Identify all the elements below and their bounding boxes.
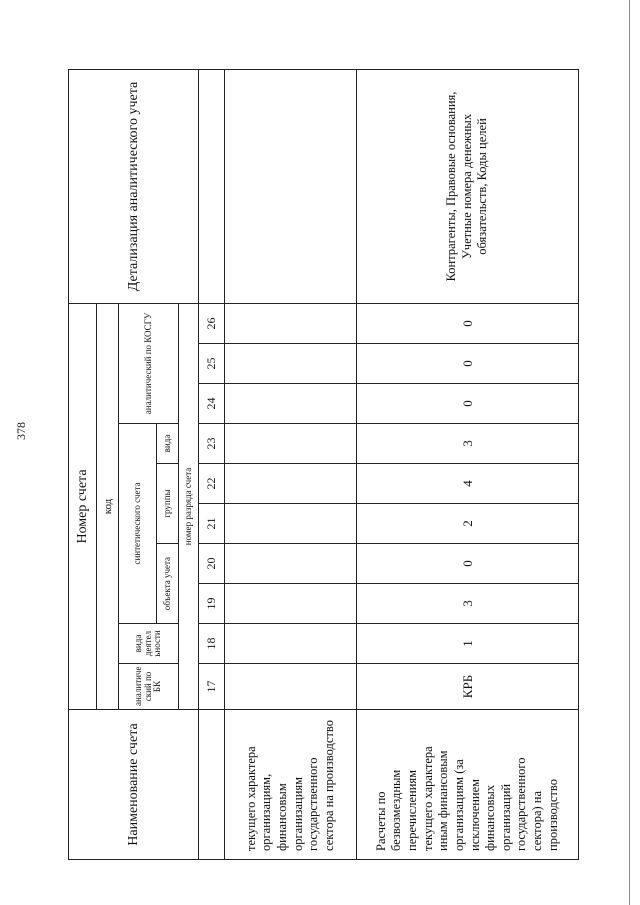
column-number: 23 [199, 424, 225, 464]
detail-cell [225, 69, 357, 303]
header-digit-number: номер разряда счета [179, 303, 199, 709]
header-kind: вида [157, 424, 179, 464]
column-number: 20 [199, 544, 225, 584]
column-number: 21 [199, 504, 225, 544]
detail-cell: Контрагенты, Правовые основания, Учетные номера денежных обязательств, Коды целей [357, 69, 579, 303]
page-number: 378 [14, 422, 28, 440]
header-account-number: Номер счета [69, 303, 97, 709]
value-cell: 4 [357, 464, 579, 504]
value-cell: 1 [357, 624, 579, 664]
value-cell: 2 [357, 504, 579, 544]
value-cell [225, 303, 357, 343]
value-cell [225, 464, 357, 504]
value-cell: 3 [357, 424, 579, 464]
scan-edge-line [629, 0, 630, 905]
value-cell [225, 664, 357, 710]
table-row [225, 69, 357, 859]
value-cell [225, 384, 357, 424]
column-number: 26 [199, 303, 225, 343]
value-cell: 0 [357, 384, 579, 424]
table-row [357, 69, 579, 859]
colnum-empty-left [199, 710, 225, 860]
value-cell: 0 [357, 344, 579, 384]
value-cell [225, 584, 357, 624]
account-name-cell: Расчеты по безвозмездным перечислениям текущего характера иным финансовым организациям (за исключением финансовых организаций государственного сектора) на производство [357, 710, 579, 860]
value-cell [225, 504, 357, 544]
column-number: 19 [199, 584, 225, 624]
value-cell [225, 424, 357, 464]
header-account-name: Наименование счета [69, 710, 199, 860]
value-cell: КРБ [357, 664, 579, 710]
header-detail: Детализация аналитического учета [69, 69, 199, 303]
header-synthetic-account: синтетического счета [119, 424, 157, 624]
column-number: 25 [199, 344, 225, 384]
header-analytical-kosgu: аналитический по КОСГУ [119, 303, 179, 423]
header-code: код [97, 303, 119, 709]
rotated-sheet [68, 70, 578, 860]
header-account-object: объекта учета [157, 544, 179, 624]
value-cell: 0 [357, 544, 579, 584]
value-cell: 3 [357, 584, 579, 624]
colnum-empty-right [199, 69, 225, 303]
column-number: 22 [199, 464, 225, 504]
header-group: группы [157, 464, 179, 544]
column-number: 17 [199, 664, 225, 710]
value-cell [225, 344, 357, 384]
header-activity-type: вида деятел ьности [119, 624, 179, 664]
column-number: 24 [199, 384, 225, 424]
account-name-cell: текущего характера организациям, финансовым организациям государственного сектора на производство [225, 710, 357, 860]
value-cell [225, 544, 357, 584]
account-table [68, 69, 579, 860]
header-analytical-bk: аналитиче ский по БК [119, 664, 179, 710]
value-cell: 0 [357, 303, 579, 343]
value-cell [225, 624, 357, 664]
column-number: 18 [199, 624, 225, 664]
